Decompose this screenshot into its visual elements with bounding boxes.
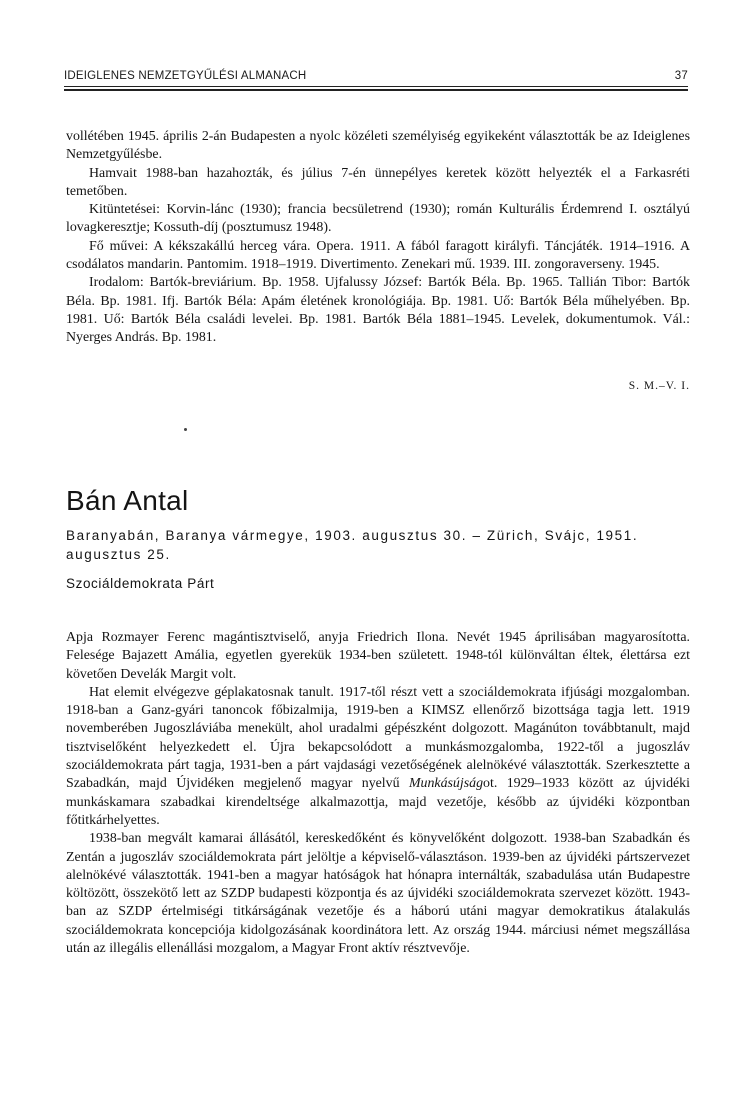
text-run: Hat elemit elvégezve géplakatosnak tanult. 1917-től részt vett a szociáldemokrata ifjúsági mozgalomban. 1918-ban a Ganz-gyári tanoncok főbizalmija, 1919-ben a KIMSZ ellenőrző bizottsága tagja lett. 1919 novemberében Jugoszláviába menekült, ahol uradalmi gépészként dolgozott. Magánúton továbbtanult, majd tisztviselőként helyezkedett el. Újra bekapcsolódott a munkásmozgalomba, 1922-től a jugoszláv szociáldemokrata párt tagja, 1931-ben a párt vajdasági vezetőségének alelnökévé választották. Szerkesztette a Szabadkán, majd Újvidéken megjelenő magyar nyelvű (66, 684, 690, 792)
running-title: IDEIGLENES NEMZETGYŰLÉSI ALMANACH (64, 70, 307, 82)
paragraph: Kitüntetései: Korvin-lánc (1930); francia becsületrend (1930); román Kulturális Érdemrend I. osztályú lovagkeresztje; Kossuth-díj (posztumusz 1948). (66, 202, 690, 236)
entry-name: Bán Antal (66, 485, 189, 516)
paragraph (66, 684, 690, 830)
paragraph: vollétében 1945. április 2-án Budapesten a nyolc közéleti személyiség egyikeként választották be az Ideiglenes Nemzetgyűlésbe. (66, 129, 690, 163)
newspaper-title: Munkásújság (408, 776, 484, 792)
paragraph: Apja Rozmayer Ferenc magántisztviselő, anyja Friedrich Ilona. Nevét 1945 áprilisában magyarosította. Felesége Bajazett Amália, egyetlen gyerekük 1934-ben született. 1948-tól különváltan éltek, élettársa ezt követően Develák Margit volt. (66, 630, 690, 682)
page-number: 37 (674, 70, 688, 82)
entry-header (66, 484, 690, 591)
entry-biography (66, 629, 690, 958)
header-rule-thick (64, 89, 688, 91)
running-header (64, 70, 688, 82)
paragraph: Hamvait 1988-ban hazahozták, és július 7-én ünnepélyes keretek között helyezték el a Farkasréti temetőben. (66, 165, 690, 199)
ink-speck (184, 428, 187, 431)
paragraph: 1938-ban megvált kamarai állásától, kereskedőként és könyvelőként dolgozott. 1938-ban Szabadkán és Zentán a jugoszláv szociáldemokrata párt jelöltje a képviselő-választáson. 1939-ben az újvidéki pártszervezet alelnökévé választották. 1941-ben a magyar hatóságok hat hónapra internálták, szabadulása után Budapestre költözött, összekötő lett az SZDP budapesti központja és az újvidéki szociáldemokrata szervezet között. 1943-ban az SZDP értelmiségi titkárságának vezetője és a háború utáni magyar demokratikus átalakulás szociáldemokrata koncepciója kidolgozásának koordinátora lett. Az ország 1944. márciusi német megszállása után az illegális ellenállási mozgalom, a Magyar Front aktív résztvevője. (66, 831, 690, 957)
header-rule-thin (64, 86, 688, 87)
paragraph: Irodalom: Bartók-breviárium. Bp. 1958. Ujfalussy József: Bartók Béla. Bp. 1965. Tallián Tibor: Bartók Béla. Bp. 1981. Ifj. Bartók Béla: Apám életének kronológiája. Bp. 1981. Uő: Bartók Béla műhelyében. Bp. 1981. Uő: Bartók Béla családi levelei. Bp. 1981. Bartók Béla 1881–1945. Levelek, dokumentumok. Vál.: Nyerges András. Bp. 1981. (66, 275, 690, 346)
paragraph: Fő művei: A kékszakállú herceg vára. Opera. 1911. A fából faragott királyfi. Táncjáték. 1914–1916. A csodálatos mandarin. Pantomim. 1918–1919. Divertimento. Zenekari mű. 1939. III. zongoraverseny. 1945. (66, 238, 690, 273)
entry-birth-death: Baranyabán, Baranya vármegye, 1903. augusztus 30. – Zürich, Svájc, 1951. augusztus 25. (66, 528, 639, 562)
author-signature: S. M.–V. I. (628, 380, 690, 392)
entry-party: Szociáldemokrata Párt (66, 576, 215, 591)
text-run: ot. 1929–1933 között az újvidéki munkáskamara szabadkai kirendeltsége alkalmazottja, majd vezetője, később az újvidéki központban főtitkárhelyettes. (66, 776, 690, 828)
previous-entry-text (66, 128, 690, 348)
